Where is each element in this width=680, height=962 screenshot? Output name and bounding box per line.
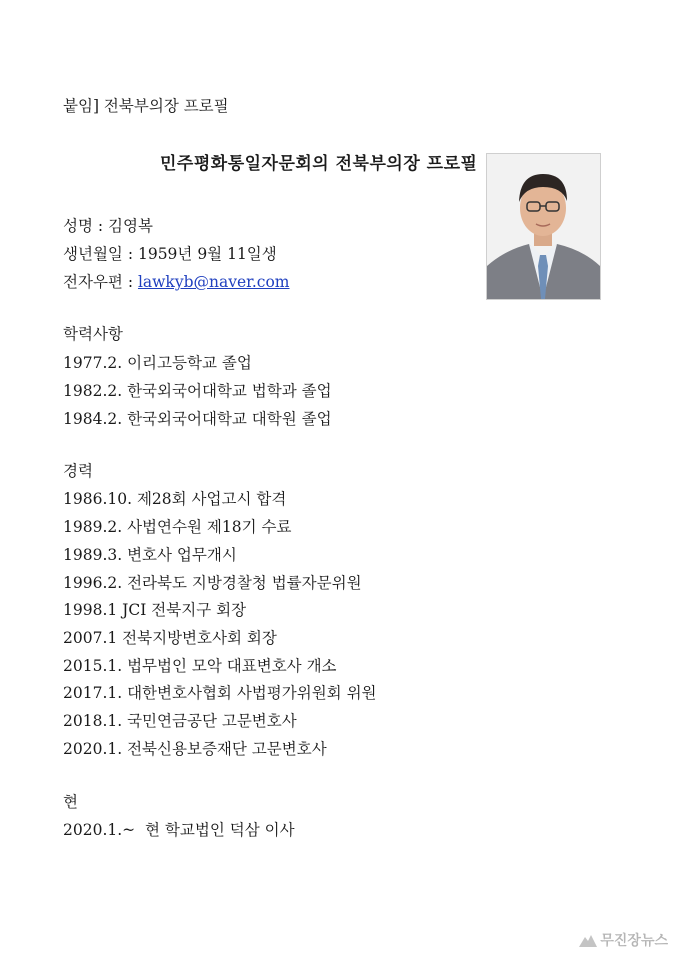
document-title: 민주평화통일자문회의 전북부의장 프로필 — [160, 154, 478, 174]
mountain-logo-icon — [579, 933, 597, 947]
career-item: 2017.1. 대한변호사협회 사법평가위원회 위원 — [63, 684, 377, 702]
education-heading: 학력사항 — [63, 325, 123, 343]
watermark-text: 무진장뉴스 — [600, 933, 668, 949]
email-link[interactable]: lawkyb@naver.com — [137, 273, 290, 291]
birth-line: 생년월일 : 1959년 9월 11일생 — [63, 245, 277, 263]
career-item: 1989.2. 사법연수원 제18기 수료 — [63, 518, 292, 536]
career-item: 2018.1. 국민연금공단 고문변호사 — [63, 712, 297, 730]
attachment-label: 붙임] 전북부의장 프로필 — [63, 97, 229, 115]
career-item: 1996.2. 전라북도 지방경찰청 법률자문위원 — [63, 574, 362, 592]
career-item: 2007.1 전북지방변호사회 회장 — [63, 629, 277, 647]
name-line: 성명 : 김영복 — [63, 217, 153, 235]
education-item: 1977.2. 이리고등학교 졸업 — [63, 354, 252, 372]
career-item: 2020.1. 전북신용보증재단 고문변호사 — [63, 740, 327, 758]
current-heading: 현 — [63, 793, 78, 811]
current-item: 2020.1.~ 현 학교법인 덕삼 이사 — [63, 821, 295, 839]
education-item: 1984.2. 한국외국어대학교 대학원 졸업 — [63, 410, 332, 428]
profile-photo — [486, 153, 601, 300]
education-item: 1982.2. 한국외국어대학교 법학과 졸업 — [63, 382, 332, 400]
career-item: 2015.1. 법무법인 모악 대표변호사 개소 — [63, 657, 337, 675]
career-heading: 경력 — [63, 462, 93, 480]
email-label: 전자우편 : — [63, 273, 138, 291]
watermark — [579, 930, 668, 950]
career-item: 1986.10. 제28회 사업고시 합격 — [63, 490, 287, 508]
career-item: 1989.3. 변호사 업무개시 — [63, 546, 237, 564]
career-item: 1998.1 JCI 전북지구 회장 — [63, 601, 247, 619]
email-line — [63, 272, 290, 292]
